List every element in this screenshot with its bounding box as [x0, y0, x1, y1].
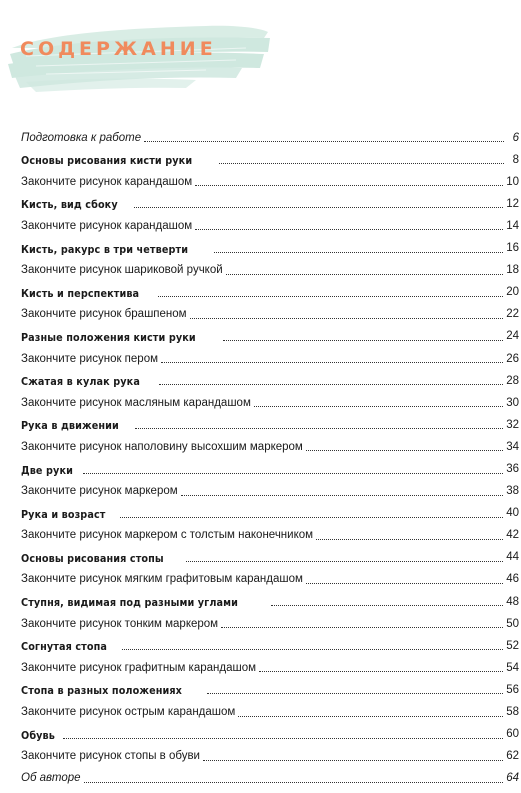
page-number: 34	[506, 440, 519, 453]
entry-title: Закончите рисунок графитным карандашом	[21, 661, 256, 674]
dot-leader	[84, 782, 504, 783]
toc-entry[interactable]	[21, 433, 519, 455]
dot-leader	[159, 384, 503, 385]
dot-leader	[134, 207, 503, 208]
dot-leader	[226, 274, 504, 275]
page-number: 36	[506, 463, 519, 475]
entry-title: Закончите рисунок шариковой ручкой	[21, 264, 223, 277]
page-number: 62	[506, 750, 519, 763]
page-number: 14	[506, 219, 519, 232]
page-number: 46	[506, 573, 519, 586]
toc-entry[interactable]	[21, 234, 519, 256]
page-number: 18	[506, 264, 519, 277]
chapter-title: Кисть, вид сбоку	[21, 198, 118, 212]
page-number: 52	[506, 639, 519, 652]
dot-leader	[181, 495, 504, 496]
dot-leader	[63, 738, 504, 739]
page-number: 8	[512, 153, 519, 166]
dot-leader	[158, 296, 503, 297]
toc-entry[interactable]	[21, 168, 519, 190]
table-of-contents	[21, 124, 519, 787]
toc-entry[interactable]	[21, 588, 519, 610]
page-number: 20	[506, 286, 519, 299]
page-number: 26	[506, 352, 519, 365]
page-title: СОДЕРЖАНИЕ	[20, 38, 217, 60]
page-number: 6	[512, 131, 519, 144]
page-number: 60	[506, 728, 519, 741]
dot-leader	[221, 627, 503, 628]
toc-entry[interactable]	[21, 765, 519, 787]
dot-leader	[122, 649, 503, 650]
dot-leader	[238, 716, 503, 717]
entry-title: Закончите рисунок маркером	[21, 485, 178, 498]
page-number: 50	[506, 617, 519, 630]
dot-leader	[271, 605, 504, 606]
page-number: 28	[506, 374, 519, 387]
dot-leader	[203, 760, 503, 761]
toc-entry[interactable]	[21, 455, 519, 477]
page-number: 16	[506, 242, 519, 255]
toc-entry[interactable]	[21, 257, 519, 279]
page-number: 54	[506, 661, 519, 674]
page-number: 38	[506, 485, 519, 498]
chapter-title: Основы рисования кисти руки	[21, 154, 193, 168]
chapter-title: Кисть и перспектива	[21, 286, 140, 300]
page-number: 44	[506, 551, 519, 564]
entry-title: Закончите рисунок масляным карандашом	[21, 396, 251, 409]
toc-entry[interactable]	[21, 721, 519, 743]
chapter-title: Рука и возраст	[21, 507, 106, 521]
toc-entry[interactable]	[21, 190, 519, 212]
page-number: 42	[506, 529, 519, 542]
dot-leader	[259, 671, 503, 672]
chapter-title: Кисть, ракурс в три четверти	[21, 242, 189, 256]
entry-title: Закончите рисунок мягким графитовым карандашом	[21, 573, 303, 586]
page-number: 32	[506, 418, 519, 431]
page-number: 10	[506, 175, 519, 188]
toc-entry[interactable]	[21, 544, 519, 566]
toc-entry[interactable]	[21, 676, 519, 698]
toc-entry[interactable]	[21, 411, 519, 433]
chapter-title: Две руки	[21, 463, 73, 477]
dot-leader	[254, 406, 503, 407]
chapter-title: Согнутая стопа	[21, 640, 107, 654]
toc-entry[interactable]	[21, 566, 519, 588]
chapter-title: Основы рисования стопы	[21, 551, 164, 565]
dot-leader	[161, 362, 503, 363]
entry-title: Закончите рисунок острым карандашом	[21, 706, 236, 719]
page-number: 22	[506, 308, 519, 321]
toc-entry[interactable]	[21, 212, 519, 234]
dot-leader	[214, 252, 503, 253]
dot-leader	[135, 428, 503, 429]
dot-leader	[223, 340, 504, 341]
toc-entry[interactable]	[21, 743, 519, 765]
toc-entry[interactable]	[21, 124, 519, 146]
toc-entry[interactable]	[21, 654, 519, 676]
dot-leader	[120, 517, 503, 518]
entry-title: Закончите рисунок наполовину высохшим маркером	[21, 440, 303, 453]
toc-entry[interactable]	[21, 522, 519, 544]
entry-title: Закончите рисунок стопы в обуви	[21, 750, 200, 763]
dot-leader	[186, 561, 503, 562]
dot-leader	[195, 229, 503, 230]
toc-entry[interactable]	[21, 698, 519, 720]
dot-leader	[306, 583, 503, 584]
toc-entry[interactable]	[21, 323, 519, 345]
toc-entry[interactable]	[21, 146, 519, 168]
page-number: 24	[506, 330, 519, 343]
page-number: 56	[506, 683, 519, 696]
toc-entry[interactable]	[21, 279, 519, 301]
page-number: 12	[506, 197, 519, 210]
dot-leader	[306, 450, 503, 451]
chapter-title: Сжатая в кулак рука	[21, 375, 140, 389]
toc-entry[interactable]	[21, 345, 519, 367]
toc-entry[interactable]	[21, 301, 519, 323]
dot-leader	[207, 693, 503, 694]
chapter-title: Разные положения кисти руки	[21, 330, 196, 344]
page-number: 64	[506, 772, 519, 785]
page-number: 48	[506, 595, 519, 608]
entry-title: Закончите рисунок карандашом	[21, 175, 193, 188]
dot-leader	[219, 163, 504, 164]
page-number: 40	[506, 507, 519, 520]
entry-title: Закончите рисунок тонким маркером	[21, 617, 219, 630]
dot-leader	[144, 141, 504, 142]
entry-title: Закончите рисунок брашпеном	[21, 308, 187, 321]
entry-title: Закончите рисунок маркером с толстым наконечником	[21, 529, 314, 542]
toc-entry[interactable]	[21, 500, 519, 522]
toc-entry[interactable]	[21, 389, 519, 411]
toc-entry[interactable]	[21, 632, 519, 654]
chapter-title: Рука в движении	[21, 419, 119, 433]
entry-title: Подготовка к работе	[21, 131, 142, 144]
page-number: 30	[506, 396, 519, 409]
toc-entry[interactable]	[21, 610, 519, 632]
dot-leader	[316, 539, 503, 540]
toc-entry[interactable]	[21, 367, 519, 389]
dot-leader	[195, 185, 503, 186]
page-number: 58	[506, 706, 519, 719]
entry-title: Закончите рисунок пером	[21, 352, 159, 365]
chapter-title: Стопа в разных положениях	[21, 684, 182, 698]
toc-entry[interactable]	[21, 478, 519, 500]
entry-title: Закончите рисунок карандашом	[21, 219, 193, 232]
chapter-title: Обувь	[21, 728, 55, 742]
dot-leader	[83, 473, 503, 474]
entry-title: Об авторе	[21, 772, 81, 785]
dot-leader	[190, 318, 504, 319]
chapter-title: Ступня, видимая под разными углами	[21, 596, 239, 610]
